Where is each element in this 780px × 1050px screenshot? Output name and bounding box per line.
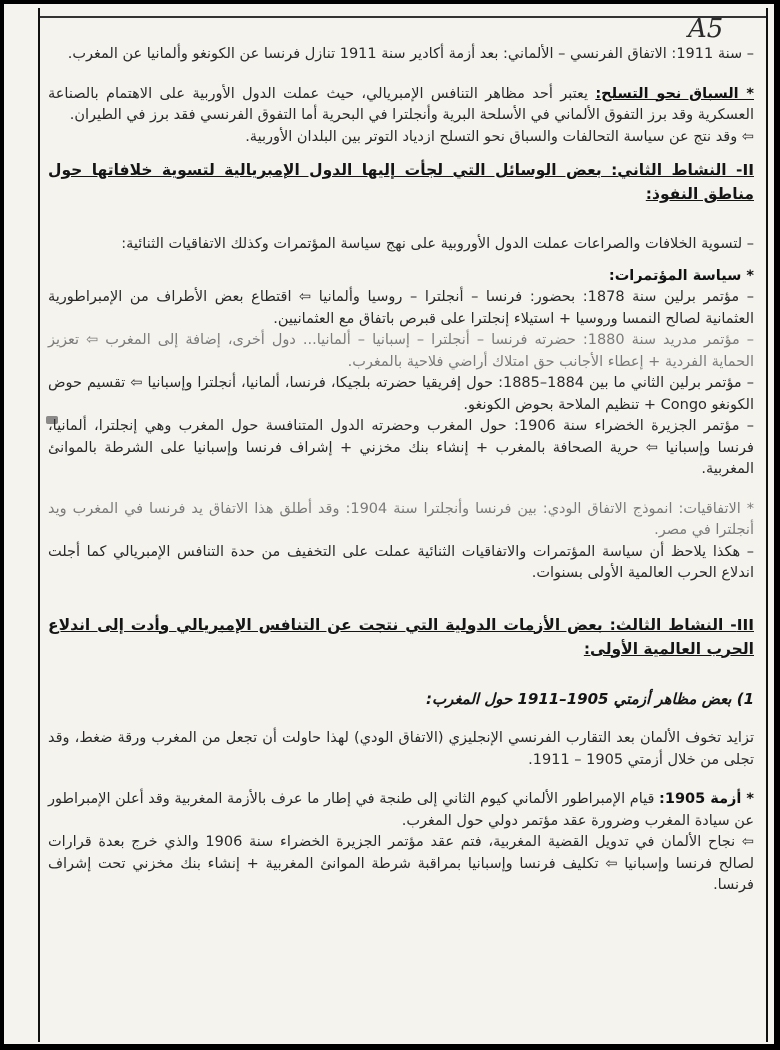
berlin-1878: – مؤتمر برلين سنة 1878: بحضور: فرنسا – أنجلترا – روسيا وألمانيا ⇦ اقتطاع بعض الأطراف من الإمبراطورية العثمانية لصالح النمسا وروسيا + استيلاء إنجلترا على قبرص باتفاق مع العثمانيين.	[48, 289, 754, 327]
arms-race-heading: * السباق نحو التسلح:	[595, 85, 755, 102]
algeciras-1906: – مؤتمر الجزيرة الخضراء سنة 1906: حول المغرب وحضرته الدول المتنافسة حول المغرب وهي إنجلترا، ألمانيا، فرنسا وإسبانيا ⇦ حرية الصحافة بالمغرب + إنشاء بنك مخزني + إشراف فرنسا وإسبانيا على الشرطة بالموانئ المغربية.	[48, 418, 754, 477]
arms-race-result: ⇦ وقد نتج عن سياسة التحالفات والسباق نحو التسلح ازدياد التوتر بين البلدان الأوربية.	[245, 128, 754, 145]
crises-intro: تزايد تخوف الألمان بعد التقارب الفرنسي الإنجليزي (الاتفاق الودي) لهذا حاولت أن تجعل من المغرب ورقة ضغط، وقد تجلى من خلال أزمتي 1905 – 1911.	[48, 730, 754, 768]
text-1911-line2: عن المغرب.	[67, 46, 143, 62]
top-rule	[40, 16, 766, 18]
arms-race-body: يعتبر أحد مظاهر التنافس الإمبريالي، حيث عملت الدول الأوربية على الاهتمام بالصناعة العسكرية وقد برز التفوق الألماني في الأسلحة البرية وأنجلترا في البحرية أما التفوق الفرنسي فقد برز في الطيران.	[48, 85, 754, 123]
crisis-1905-heading: * أزمة 1905:	[659, 791, 754, 807]
document-body	[48, 44, 754, 897]
paragraph-crisis-1905	[48, 789, 754, 832]
madrid-1880: – مؤتمر مدريد سنة 1880: حضرته فرنسا – أنجلترا – إسبانيا – ألمانيا... دول أخرى، إضافة إلى المغرب ⇦ تعزيز الحماية الفردية + إعطاء الأجانب حق امتلاك أراضي فلاحية بالمغرب.	[48, 332, 754, 370]
crises-subheading: 1) بعض مظاهر أزمتي 1905–1911 حول المغرب:	[426, 689, 754, 708]
paragraph-arms-race	[48, 84, 754, 127]
crisis-1905-body: قيام الإمبراطور الألماني كيوم الثاني إلى طنجة في إطار ما عرف بالأزمة المغربية وقد أعلن الإمبراطور عن سيادة المغرب وضرورة عقد مؤتمر دولي حول المغرب.	[48, 791, 754, 829]
section-2-heading: II- النشاط الثاني: بعض الوسائل التي لجأت إليها الدول الإمبريالية لتسوية خلافاتها حول مناطق النفوذ:	[48, 161, 754, 203]
section-3-heading: III- النشاط الثالث: بعض الأزمات الدولية التي نتجت عن التنافس الإمبريالي وأدت إلى اندلاع الحرب العالمية الأولى:	[48, 615, 754, 658]
document-page	[4, 4, 774, 1044]
paragraph-1911	[48, 44, 754, 66]
conferences-heading: * سياسة المؤتمرات:	[608, 267, 754, 284]
conclusion: – هكذا يلاحظ أن سياسة المؤتمرات والاتفاقيات الثنائية عملت على التخفيف من حدة التنافس الإمبريالي كما أجلت اندلاع الحرب العالمية الأولى بسنوات.	[48, 543, 754, 581]
page-label: A5	[688, 14, 724, 44]
section-2-intro: – لتسوية الخلافات والصراعات عملت الدول الأوروبية على نهج سياسة المؤتمرات وكذلك الاتفاقيات الثنائية:	[121, 236, 754, 252]
text-1911-line1: – سنة 1911: الاتفاق الفرنسي – الألماني: بعد أزمة أكادير سنة 1911 تنازل فرنسا عن الكونغو وألمانيا	[146, 46, 754, 62]
berlin-1884: – مؤتمر برلين الثاني ما بين 1884–1885: حول إفريقيا حضرته بلجيكا، فرنسا، ألمانيا، أنجلترا وإسبانيا ⇦ تقسيم حوض الكونغو Congo + تنظيم الملاحة بحوض الكونغو.	[48, 375, 754, 413]
crisis-result: ⇦ نجاح الألمان في تدويل القضية المغربية، فتم عقد مؤتمر الجزيرة الخضراء سنة 1906 والذي خرج بعدة قرارات لصالح فرنسا وإسبانيا ⇦ تكليف فرنسا وإسبانيا بمراقبة شرطة الموانئ المغربية + إنشاء بنك مخزني تحت إشراف فرنسا.	[48, 834, 754, 893]
entente-cordiale: * الاتفاقيات: انموذج الاتفاق الودي: بين فرنسا وأنجلترا سنة 1904: وقد أطلق هذا الاتفاق يد فرنسا في المغرب ويد أنجلترا في مصر.	[48, 500, 755, 538]
